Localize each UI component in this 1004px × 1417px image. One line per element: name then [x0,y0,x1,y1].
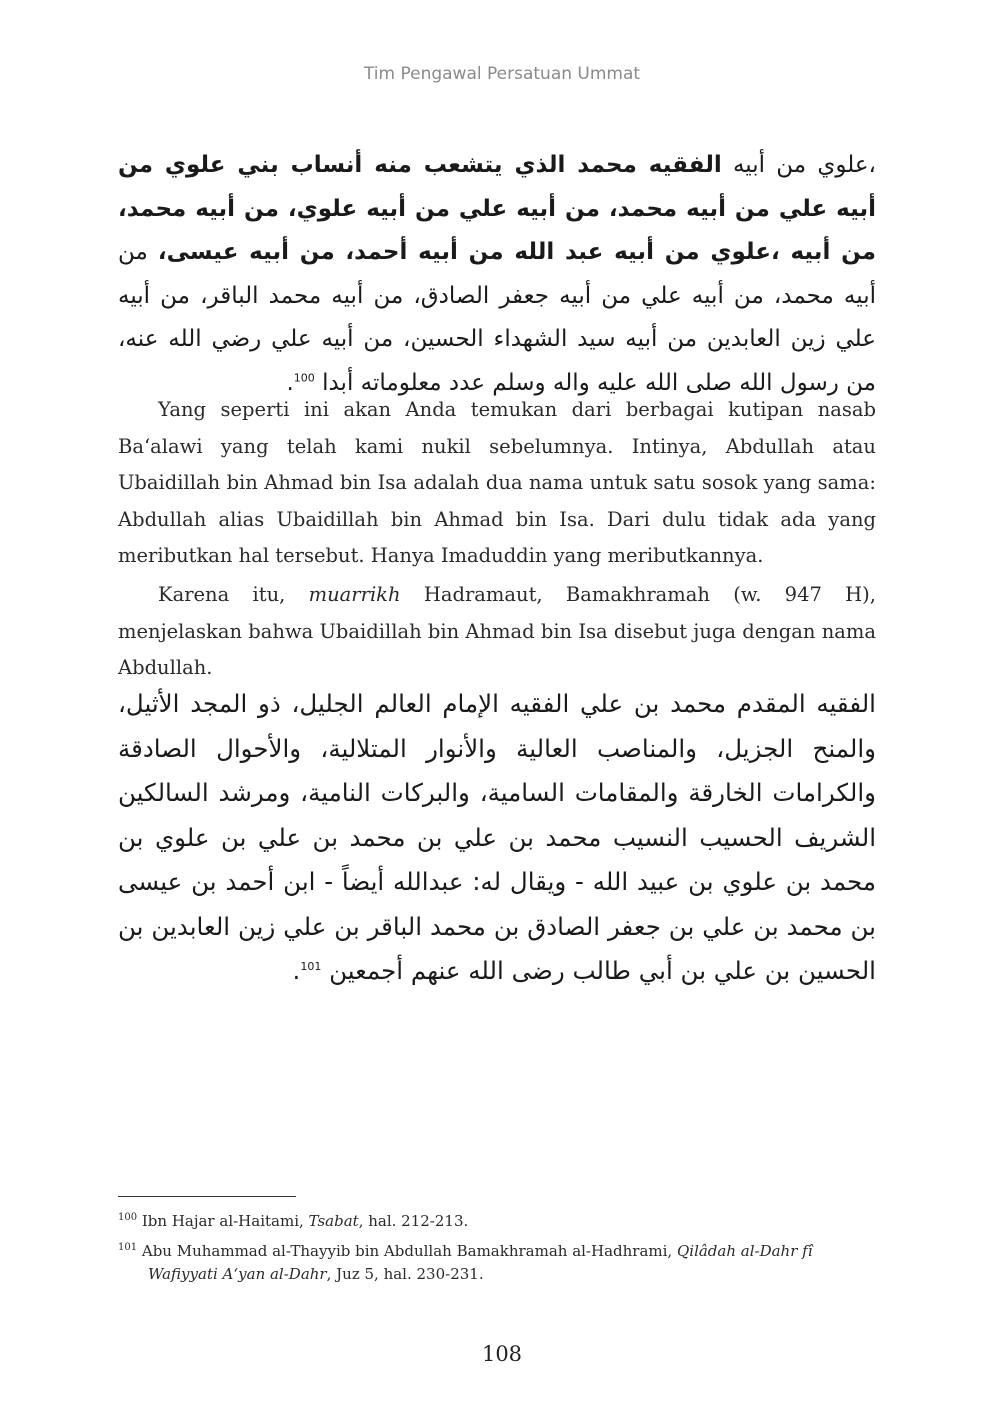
footnote-100-lead: Ibn Hajar al-Haitami, [137,1212,309,1230]
arabic-quote-1-bold-segment: الفقيه محمد الذي يتشعب منه أنساب بني علوي من أبيه علي من أبيه محمد، من أبيه علي من أبيه علوي، من أبيه محمد، من أبيه ،علوي من أبيه عبد الله من أبيه أحمد، من أبيه عيسى، [118,152,877,265]
footnote-101-number: 101 [118,1242,138,1253]
arabic-quote-1-end-punct: . [286,369,294,396]
page-number: 108 [481,1342,523,1366]
footnote-100-title: Tsabat [308,1212,359,1230]
footnote-101-lead: Abu Muhammad al-Thayyib bin Abdullah Bamakhramah al-Hadhrami, [137,1242,677,1260]
footnote-ref-100[interactable]: 100 [293,370,315,384]
footnote-100 [118,1210,876,1233]
arabic-quote-2 [118,682,876,994]
paragraph-2-lead: Karena itu, [158,583,309,606]
arabic-quote-1 [118,144,876,405]
footnote-ref-101[interactable]: 101 [300,959,322,973]
arabic-quote-2-end-punct: . [292,956,301,985]
paragraph-2-text [118,577,876,687]
footnote-101-pages: , Juz 5, hal. 230-231. [326,1265,484,1283]
footnote-100-number: 100 [118,1212,138,1223]
body-paragraph-2 [118,577,876,687]
footnote-101 [118,1240,876,1286]
arabic-quote-1-segment-1: ،علوي من أبيه [721,152,876,178]
arabic-quote-1-segment-3: من أبيه محمد، من أبيه علي من أبيه جعفر الصادق، من أبيه محمد الباقر، من أبيه علي زين العابدين من أبيه سيد الشهداء الحسين، من أبيه علي رضي الله عنه، من رسول الله صلى الله عليه واله وسلم عدد معلوماته أبدا [118,239,876,396]
arabic-quote-2-text: الفقيه المقدم محمد بن علي الفقيه الإمام العالم الجليل، ذو المجد الأثيل، والمنح الجزيل، والمناصب العالية والأنوار المتلالية، والأحوال الصادقة والكرامات الخارقة والمقامات السامية، والبركات النامية، ومرشد السالكين الشريف الحسيب النسيب محمد بن علي بن محمد بن علي بن علوي بن محمد بن علوي بن عبيد الله - ويقال له: عبدالله أيضاً - ابن أحمد بن عيسى بن محمد بن علي بن جعفر الصادق بن محمد الباقر بن علي زين العابدين بن الحسين بن علي بن أبي طالب رضى الله عنهم أجمعين [118,689,876,985]
running-header: Tim Pengawal Persatuan Ummat [363,64,641,84]
paragraph-2-rest: Hadramaut, Bamakhramah (w. 947 H), menjelaskan bahwa Ubaidillah bin Ahmad bin Isa disebut juga dengan nama Abdullah. [118,583,876,679]
footnote-101-title: Qilâdah al-Dahr fî Wafiyyati A‘yan al-Dahr [148,1242,813,1283]
footnote-100-pages: , hal. 212-213. [358,1212,469,1230]
paragraph-1-text: Yang seperti ini akan Anda temukan dari berbagai kutipan nasab Ba‘alawi yang telah kami nukil sebelumnya. Intinya, Abdullah atau Ubaidillah bin Ahmad bin Isa adalah dua nama untuk satu sosok yang sama: Abdullah alias Ubaidillah bin Ahmad bin Isa. Dari dulu tidak ada yang meributkan hal tersebut. Hanya Imaduddin yang meributkannya. [118,398,876,567]
term-muarrikh: muarrikh [308,583,401,606]
footnote-divider [118,1196,296,1197]
body-paragraph-1 [118,392,876,575]
